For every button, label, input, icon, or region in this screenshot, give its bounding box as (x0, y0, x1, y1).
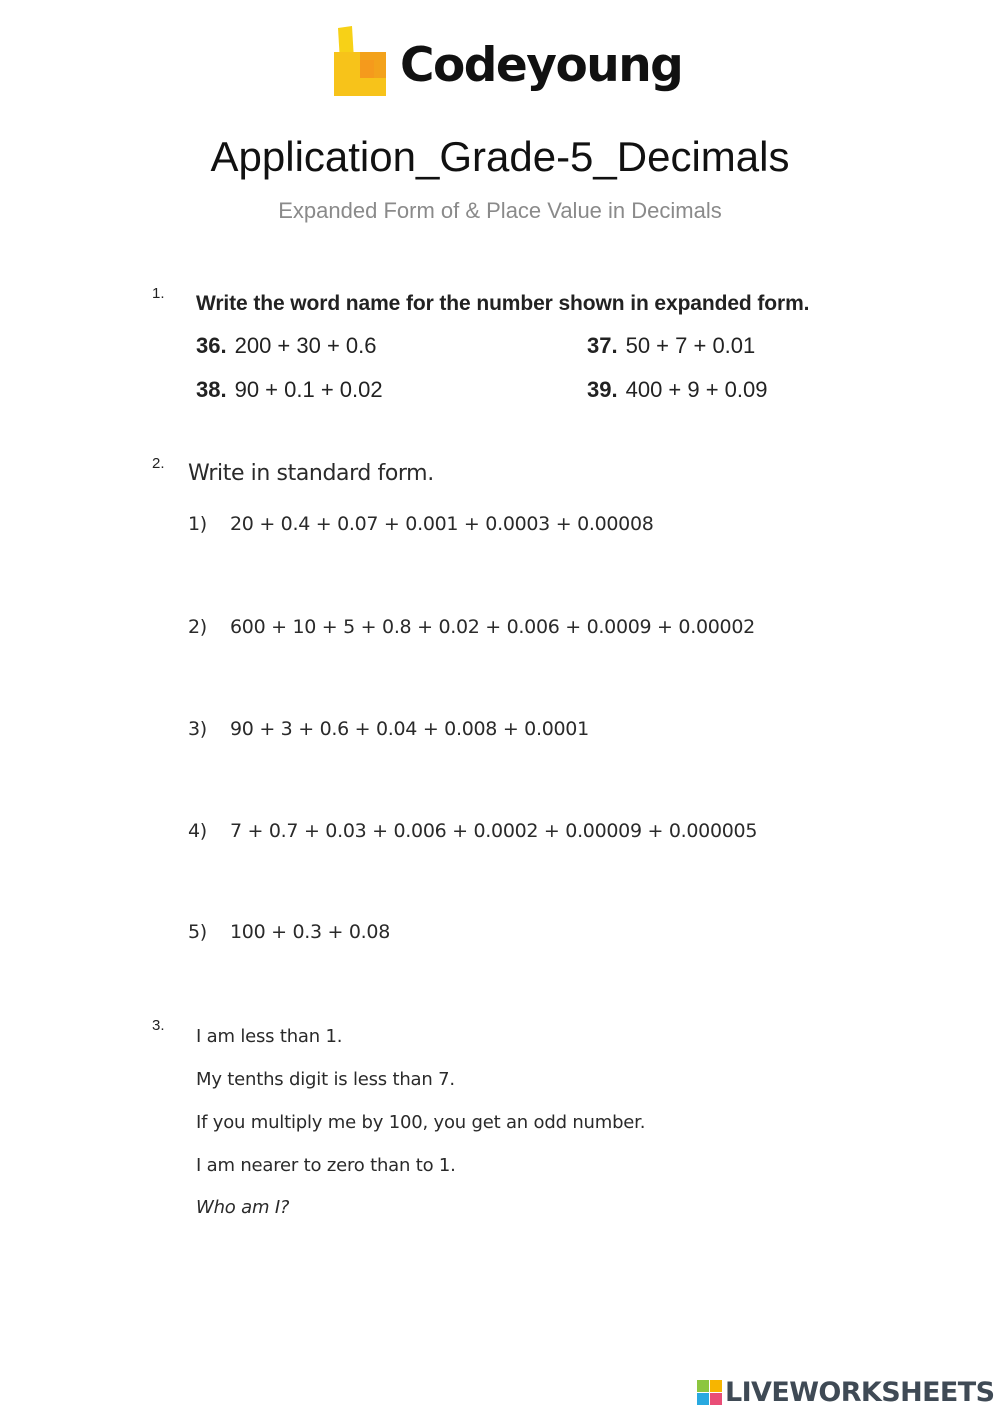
exercise-expression: 50 + 7 + 0.01 (625, 333, 756, 358)
question-number: 2. (152, 455, 165, 472)
riddle-clue: My tenths digit is less than 7. (196, 1069, 455, 1090)
exercise-number: 37. (587, 333, 618, 358)
footer-brand (697, 1377, 997, 1411)
item-number: 4) (188, 820, 207, 842)
question-number: 1. (152, 285, 165, 302)
exercise-number: 38. (196, 377, 227, 402)
standard-form-item (188, 616, 755, 638)
codeyoung-logo-icon (330, 26, 390, 101)
item-expression: 90 + 3 + 0.6 + 0.04 + 0.008 + 0.0001 (230, 718, 589, 740)
brand-logo (330, 26, 683, 108)
liveworksheets-logo-icon (697, 1380, 723, 1406)
question-1-instruction: Write the word name for the number shown in expanded form. (196, 292, 810, 315)
item-expression: 20 + 0.4 + 0.07 + 0.001 + 0.0003 + 0.00008 (230, 513, 654, 535)
exercise-expression: 200 + 30 + 0.6 (234, 333, 377, 358)
exercise-item (587, 377, 768, 403)
exercise-item (196, 333, 377, 359)
item-number: 2) (188, 616, 207, 638)
brand-name: Codeyoung (400, 38, 683, 93)
page-subtitle: Expanded Form of & Place Value in Decimals (278, 198, 722, 223)
standard-form-item (188, 513, 654, 535)
exercise-number: 39. (587, 377, 618, 402)
exercise-number: 36. (196, 333, 227, 358)
exercise-expression: 400 + 9 + 0.09 (625, 377, 768, 402)
standard-form-item (188, 718, 589, 740)
item-number: 5) (188, 921, 207, 943)
riddle-question: Who am I? (196, 1197, 290, 1218)
item-number: 3) (188, 718, 207, 740)
exercise-item (196, 377, 383, 403)
standard-form-item (188, 921, 390, 943)
question-2-instruction: Write in standard form. (188, 461, 434, 486)
item-number: 1) (188, 513, 207, 535)
riddle-clue: If you multiply me by 100, you get an odd number. (196, 1112, 646, 1133)
footer-brand-text: LIVEWORKSHEETS (725, 1377, 995, 1408)
riddle-clue: I am nearer to zero than to 1. (196, 1155, 456, 1176)
exercise-item (587, 333, 755, 359)
standard-form-item (188, 820, 757, 842)
exercise-expression: 90 + 0.1 + 0.02 (234, 377, 383, 402)
item-expression: 600 + 10 + 5 + 0.8 + 0.02 + 0.006 + 0.0009 + 0.00002 (230, 616, 755, 638)
riddle-clue: I am less than 1. (196, 1026, 343, 1047)
page-title: Application_Grade-5_Decimals (210, 133, 790, 180)
question-number: 3. (152, 1017, 165, 1034)
item-expression: 100 + 0.3 + 0.08 (230, 921, 390, 943)
item-expression: 7 + 0.7 + 0.03 + 0.006 + 0.0002 + 0.00009 + 0.000005 (230, 820, 758, 842)
